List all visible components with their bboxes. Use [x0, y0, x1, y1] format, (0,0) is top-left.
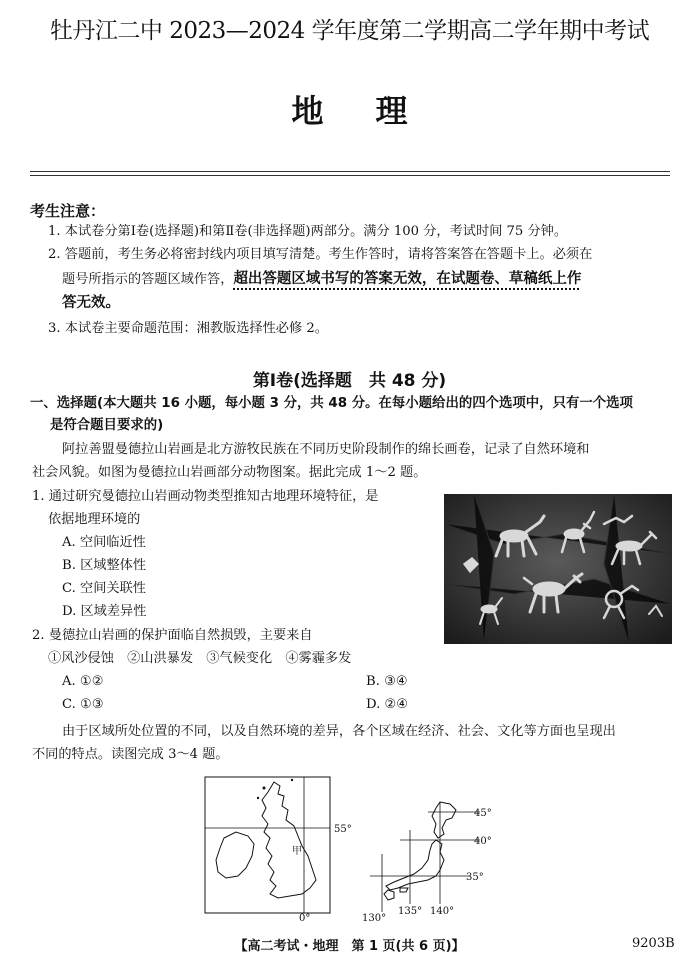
- latitude-55-label: 55°: [334, 824, 352, 835]
- q2-option-d: D. ②④: [366, 697, 409, 712]
- subject-title: 地理: [291, 92, 460, 130]
- q2-stem: 2. 曼德拉山岩画的保护面临自然损毁，主要来自: [32, 628, 313, 643]
- longitude-130-label: 130°: [362, 913, 387, 924]
- header-divider: [30, 171, 670, 172]
- notice-item-2-line-2: [62, 268, 581, 291]
- longitude-140-label: 140°: [430, 906, 455, 917]
- passage1-line-2: 社会风貌。如图为曼德拉山岩画部分动物图案。据此完成 1～2 题。: [32, 465, 427, 480]
- british-isles-map: [204, 776, 364, 922]
- section-instruction-line-1: 一、选择题(本大题共 16 小题，每小题 3 分，共 48 分。在每小题给出的四个选项中，只有一个选项: [30, 396, 633, 411]
- section-title: 第Ⅰ卷(选择题 共 48 分): [252, 371, 447, 391]
- exam-title: 牡丹江二中 2023—2024 学年度第二学期高二学年期中考试: [49, 18, 650, 44]
- q1-option-b: B. 区域整体性: [62, 558, 147, 573]
- notice-item-2-text: 题号所指示的答题区域作答，: [62, 272, 234, 287]
- notice-item-2-line-3: 答无效。: [62, 295, 120, 311]
- passage2-line-1: 由于区域所处位置的不同，以及自然环境的差异，各个区域在经济、社会、文化等方面也呈现出: [62, 724, 616, 739]
- latitude-45-label: 45°: [474, 808, 492, 819]
- q2-option-c: C. ①③: [62, 697, 104, 712]
- notice-item-1: 1. 本试卷分第Ⅰ卷(选择题)和第Ⅱ卷(非选择题)两部分。满分 100 分，考试时间 75 分钟。: [48, 224, 568, 239]
- q1-option-a: A. 空间临近性: [62, 535, 146, 550]
- notice-item-2-emphasis: 超出答题区域书写的答案无效，在试题卷、草稿纸上作: [233, 271, 582, 287]
- q2-option-b: B. ③④: [366, 674, 408, 689]
- rock-painting-illustration: [444, 494, 672, 644]
- q2-items: ①风沙侵蚀 ②山洪暴发 ③气候变化 ④雾霾多发: [48, 651, 352, 666]
- notice-heading: 考生注意：: [30, 202, 106, 220]
- passage1-line-1: 阿拉善盟曼德拉山岩画是北方游牧民族在不同历史阶段制作的绵长画卷，记录了自然环境和: [62, 442, 590, 457]
- japan-map: [360, 794, 510, 924]
- q1-option-c: C. 空间关联性: [62, 581, 146, 596]
- q1-stem-line-1: 1. 通过研究曼德拉山岩画动物类型推知古地理环境特征，是: [32, 489, 379, 504]
- section-instruction-line-2: 是符合题目要求的): [50, 418, 164, 433]
- rock-painting-photo: [444, 494, 672, 644]
- latitude-35-label: 35°: [466, 872, 484, 883]
- header-divider-thin: [30, 175, 670, 176]
- region-label: 甲: [292, 846, 302, 857]
- longitude-0-label: 0°: [299, 913, 311, 922]
- q1-option-d: D. 区域差异性: [62, 604, 147, 619]
- notice-item-3: 3. 本试卷主要命题范围：湘教版选择性必修 2。: [48, 321, 328, 336]
- latitude-40-label: 40°: [474, 836, 492, 847]
- passage2-line-2: 不同的特点。读图完成 3～4 题。: [32, 747, 229, 762]
- q2-option-a: A. ①②: [62, 674, 104, 689]
- longitude-135-label: 135°: [398, 906, 423, 917]
- notice-item-2-line-1: 2. 答题前，考生务必将密封线内项目填写清楚。考生作答时，请将答案答在答题卡上。必须在: [48, 247, 593, 262]
- q1-stem-line-2: 依据地理环境的: [48, 512, 141, 527]
- paper-code: 9203B: [632, 936, 675, 951]
- page-footer: 【高二考试・地理 第 1 页(共 6 页)】: [234, 939, 465, 954]
